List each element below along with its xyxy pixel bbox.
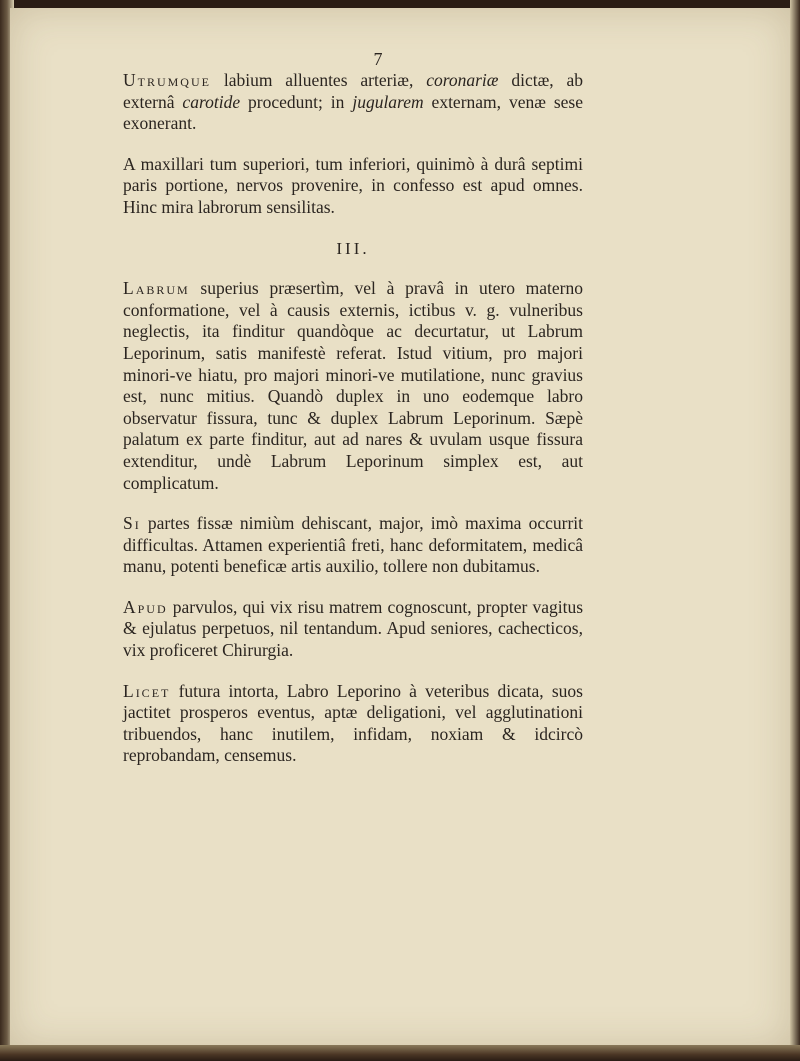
paragraph-2: [123, 154, 583, 219]
paragraph-1-italic-carotide: carotide: [182, 91, 241, 112]
paragraph-1-italic-jugularem: jugularem: [352, 91, 424, 112]
book-edge-bottom: [0, 1045, 800, 1061]
paragraph-2-text: A maxillari tum superiori, tum inferiori, quinimò à durâ septimi paris portione, nervos provenire, in confesso est apud omnes. Hinc mira labrorum sensilitas.: [123, 153, 583, 217]
paragraph-1: [123, 70, 583, 135]
paragraph-1-italic-coronariae: coronariæ: [426, 70, 499, 90]
paragraph-1-text-a: labium alluentes arteriæ,: [210, 70, 427, 90]
paragraph-1-lead: Utrumque: [123, 70, 211, 90]
page-text-block: [123, 48, 583, 786]
paragraph-4-text: partes fissæ nimiùm dehiscant, major, imò maxima occurrit difficultas. Attamen experientiâ freti, hanc deformitatem, medicâ manu, potenti beneficæ artis auxilio, tollere non dubitamus.: [123, 513, 583, 577]
paragraph-4: [123, 513, 583, 578]
paragraph-6-text: futura intorta, Labro Leporino à veteribus dicata, suos jactitet prosperos eventus, aptæ deligationi, vel agglutinationi tribuendos, hanc inutilem, infidam, noxiam & idcircò reprobandam, censemus.: [123, 680, 583, 766]
paragraph-6-lead: Licet: [123, 680, 171, 701]
paragraph-4-lead: Si: [123, 513, 141, 534]
section-heading: III.: [336, 238, 370, 258]
paragraph-1-text-c: procedunt; in: [240, 91, 353, 112]
paragraph-5-text: parvulos, qui vix risu matrem cognoscunt, propter vagitus & ejulatus perpetuos, nil tentandum. Apud seniores, cachecticos, vix proficeret Chirurgia.: [123, 596, 583, 661]
book-page: [10, 8, 790, 1048]
paragraph-3: [123, 278, 583, 494]
paragraph-5-lead: Apud: [123, 596, 168, 617]
paragraph-5: [123, 597, 583, 662]
paragraph-1-text-b: dictæ, ab externâ: [123, 70, 583, 112]
paragraph-6: [123, 681, 583, 767]
paragraph-3-lead: Labrum: [123, 278, 190, 299]
book-edge-right: [790, 0, 800, 1061]
page-number: 7: [373, 49, 383, 69]
paragraph-1-text-d: externam, venæ sese exonerant.: [123, 91, 583, 134]
paragraph-3-text: superius præsertìm, vel à pravâ in utero materno conformatione, vel à causis externis, ictibus v. g. vulneribus neglectis, ita finditur quandòque ac decurtatur, ut Labrum Leporinum, satis manifestè referat. Istud vitium, pro majori minori-ve hiatu, pro majori minori-ve mutilatione, nunc gravius est, nunc mitius. Quandò duplex in uno eodemque labro observatur fissura, tunc & duplex Labrum Leporinum. Sæpè palatum ex parte finditur, aut ad nares & uvulam usque fissura extenditur, undè Labrum Leporinum simplex est, aut complicatum.: [123, 278, 583, 493]
